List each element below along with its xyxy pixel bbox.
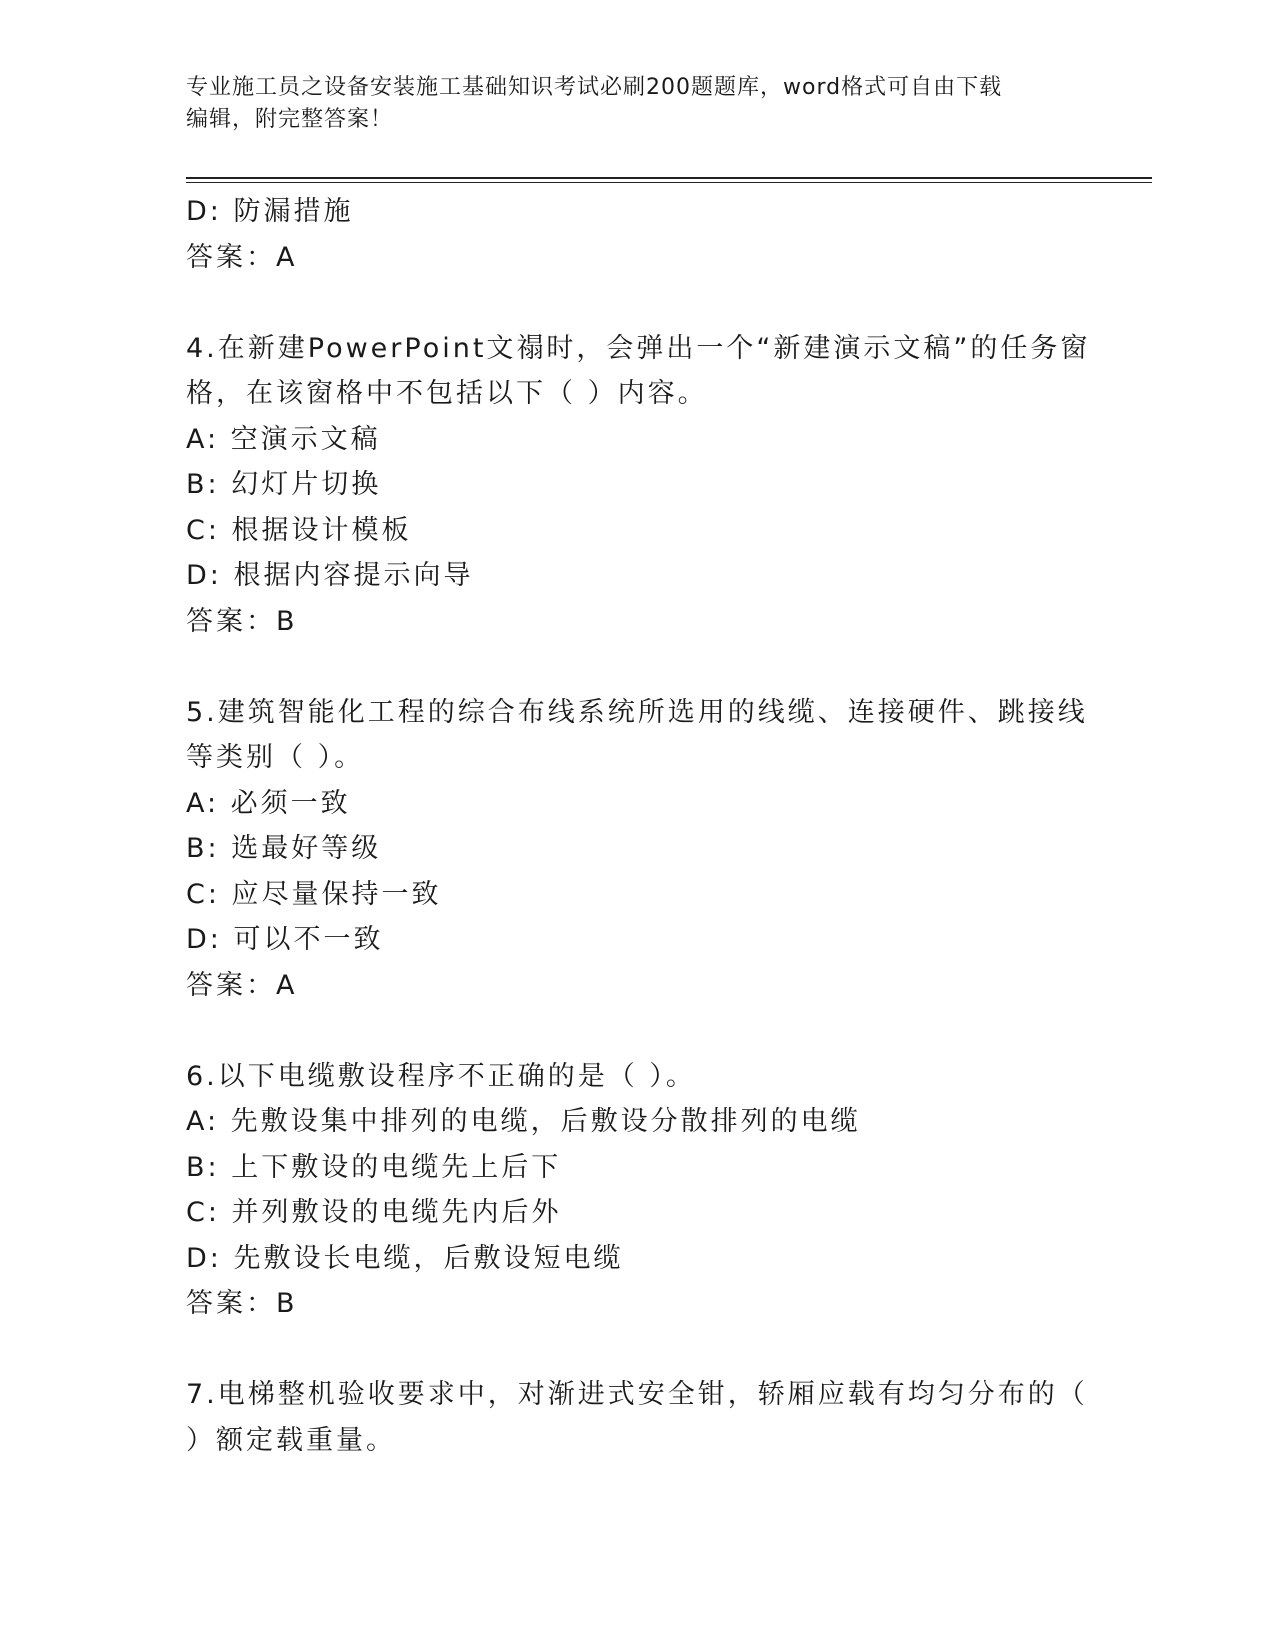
question-text: 格，在该窗格中不包括以下（ ）内容。 [186,378,708,409]
option-c: C: 应尽量保持一致 [186,878,442,910]
option-c: C: 并列敷设的电缆先内后外 [186,1197,562,1228]
option-d: D: 可以不一致 [186,924,384,955]
answer-line: 答案：A [186,969,298,1001]
answer-line: 答案：A [186,241,298,273]
question-text: 4.在新建PowerPoint文禢时，会弹出一个“新建演示文稿”的任务窗 [186,332,1091,364]
option-c: C: 根据设计模板 [186,514,412,546]
document-body [186,189,1091,1463]
question-text: 7.电梯整机验收要求中，对渐进式安全钳，轿厢应载有均匀分布的（ [186,1379,1088,1410]
question-6 [186,1054,1086,1327]
option-a: A: 空演示文稿 [186,423,381,455]
option-b: B: 幻灯片切换 [186,469,382,500]
document-header [186,72,1086,136]
header-rule-thick [186,177,1152,179]
question-text: 5.建筑智能化工程的综合布线系统所选用的线缆、连接硬件、跳接线 [186,696,1088,728]
option-d: D: 先敷设长电缆，后敷设短电缆 [186,1242,624,1274]
question-text: ）额定载重量。 [186,1424,396,1456]
question-text: 6.以下电缆敷设程序不正确的是（ ）。 [186,1060,696,1092]
option-d: D: 根据内容提示向导 [186,560,474,591]
answer-line: 答案：B [186,605,298,637]
option-b: B: 选最好等级 [186,833,382,864]
option-a: A: 先敷设集中排列的电缆，后敷设分散排列的电缆 [186,1106,861,1137]
header-line-2: 编辑，附完整答案！ [186,107,394,132]
header-rule-thin [186,182,1152,183]
option-b: B: 上下敷设的电缆先上后下 [186,1151,562,1183]
header-line-1: 专业施工员之设备安装施工基础知识考试必刷200题题库，word格式可自由下载 [186,75,1003,100]
answer-line: 答案：B [186,1288,298,1319]
option-line: D: 防漏措施 [186,196,354,227]
question-7 [186,1372,1086,1463]
question-5 [186,690,1086,1009]
question-text: 等类别（ ）。 [186,742,365,773]
question-4 [186,326,1091,645]
option-a: A: 必须一致 [186,787,351,819]
